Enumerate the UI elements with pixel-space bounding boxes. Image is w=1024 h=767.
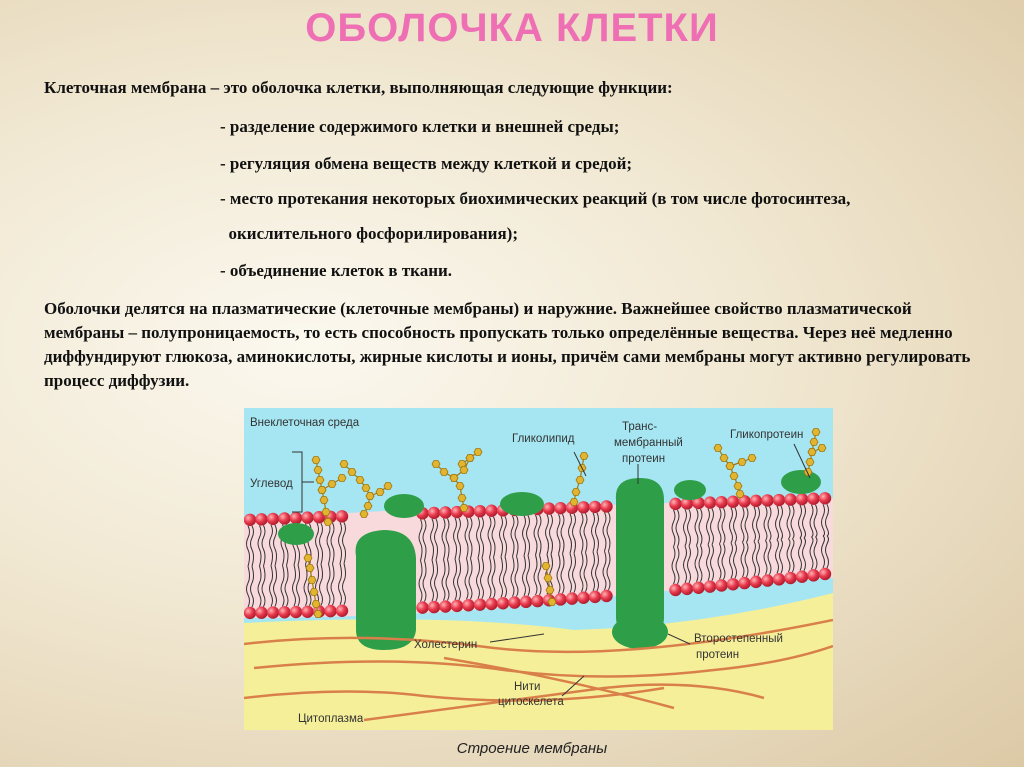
lipid-head [589, 501, 601, 513]
lipid-head [336, 510, 348, 522]
sugar-unit [458, 495, 466, 502]
sugar-unit [460, 505, 468, 512]
sugar-unit [474, 449, 482, 456]
lipid-head [600, 500, 612, 512]
label-secondary-2: протеин [696, 649, 740, 661]
lipid-head [462, 599, 474, 611]
sugar-unit [450, 475, 458, 482]
label-transmembrane-1: Транс- [622, 421, 658, 433]
sugar-unit [546, 587, 554, 594]
lipid-head [807, 493, 819, 505]
secondary-protein [612, 615, 668, 649]
label-filaments-2: цитоскелета [498, 696, 564, 708]
lipid-head [715, 496, 727, 508]
lipid-head [773, 494, 785, 506]
label-transmembrane-3: протеин [622, 453, 666, 465]
lipid-head [520, 596, 532, 608]
lipid-head [669, 498, 681, 510]
lipid-head [727, 496, 739, 508]
lipid-head [267, 606, 279, 618]
lipid-head [773, 573, 785, 585]
sugar-unit [328, 481, 336, 488]
sugar-unit [806, 459, 814, 466]
lipid-head [301, 511, 313, 523]
lipid-head [796, 493, 808, 505]
label-glycoprotein: Гликопротеин [730, 429, 804, 441]
page-title: ОБОЛОЧКА КЛЕТКИ [305, 6, 719, 50]
lipid-head [451, 600, 463, 612]
sugar-unit [364, 503, 372, 510]
lipid-head [255, 607, 267, 619]
sugar-unit [306, 565, 314, 572]
sugar-unit [466, 455, 474, 462]
lipid-head [301, 606, 313, 618]
lipid-head [738, 577, 750, 589]
sugar-unit [376, 489, 384, 496]
sugar-unit [356, 477, 364, 484]
surface-protein [674, 480, 706, 500]
surface-protein [384, 494, 424, 518]
lipid-head [336, 605, 348, 617]
lipid-head [474, 505, 486, 517]
function-item: - место протекания некоторых биохимических реакций (в том числе фотосинтеза, [220, 189, 851, 208]
lipid-head [554, 593, 566, 605]
sugar-unit [810, 439, 818, 446]
sugar-unit [544, 575, 552, 582]
lipid-head [796, 571, 808, 583]
sugar-unit [542, 563, 550, 570]
membrane-diagram [244, 408, 833, 730]
lipid-head [439, 506, 451, 518]
sugar-unit [738, 459, 746, 466]
lipid-head [727, 578, 739, 590]
lipid-head [290, 606, 302, 618]
sugar-unit [736, 491, 744, 498]
function-item: - разделение содержимого клетки и внешней среды; [220, 117, 620, 136]
lipid-head [290, 512, 302, 524]
glycoprotein-body [781, 470, 821, 494]
lipid-head [508, 596, 520, 608]
sugar-unit [812, 429, 820, 436]
sugar-unit [570, 499, 578, 506]
label-glycolipid: Гликолипид [512, 433, 575, 445]
sugar-unit [572, 489, 580, 496]
sugar-unit [734, 483, 742, 490]
lipid-head [681, 583, 693, 595]
lipid-head [244, 514, 256, 526]
lipid-head [497, 597, 509, 609]
function-item: окислительного фосфорилирования); [220, 224, 518, 243]
sugar-unit [714, 445, 722, 452]
sugar-unit [304, 555, 312, 562]
sugar-unit [384, 483, 392, 490]
figure-caption: Строение мембраны [456, 740, 608, 757]
sugar-unit [310, 589, 318, 596]
lipid-head [704, 580, 716, 592]
lipid-head [750, 576, 762, 588]
label-filaments-1: Нити [514, 681, 541, 693]
sugar-unit [720, 455, 728, 462]
sugar-unit [362, 485, 370, 492]
lipid-head [750, 495, 762, 507]
sugar-unit [730, 473, 738, 480]
lipid-head [255, 513, 267, 525]
sugar-unit [460, 467, 468, 474]
lipid-head [715, 579, 727, 591]
sugar-unit [808, 449, 816, 456]
lipid-head [577, 592, 589, 604]
sugar-unit [318, 487, 326, 494]
label-extracellular: Внеклеточная среда [250, 417, 360, 429]
intro-text: Клеточная мембрана – это оболочка клетки, выполняющая следующие функции: [44, 78, 673, 97]
sugar-unit [322, 509, 330, 516]
sugar-unit [580, 453, 588, 460]
lipid-head [543, 502, 555, 514]
sugar-unit [338, 475, 346, 482]
lipid-head [428, 601, 440, 613]
lipid-head [589, 591, 601, 603]
lipid-head [416, 601, 428, 613]
lipid-head [439, 600, 451, 612]
lipid-head [784, 493, 796, 505]
lipid-head [784, 572, 796, 584]
sugar-unit [548, 599, 556, 606]
lipid-head [278, 512, 290, 524]
sugar-unit [360, 511, 368, 518]
lipid-head [428, 507, 440, 519]
lipid-head [761, 574, 773, 586]
sugar-unit [314, 611, 322, 618]
sugar-unit [818, 445, 826, 452]
sugar-unit [456, 483, 464, 490]
lipid-head [819, 568, 831, 580]
sugar-unit [340, 461, 348, 468]
label-carbohydrate: Углевод [250, 478, 293, 490]
sugar-unit [432, 461, 440, 468]
lipid-head [244, 607, 256, 619]
function-item: - регуляция обмена веществ между клеткой и средой; [220, 154, 633, 173]
lipid-head [807, 569, 819, 581]
label-cholesterol: Холестерин [414, 639, 478, 651]
sugar-unit [316, 477, 324, 484]
lipid-head [761, 494, 773, 506]
lipid-head [704, 496, 716, 508]
surface-protein [500, 492, 544, 516]
lipid-head [485, 505, 497, 517]
sugar-unit [440, 469, 448, 476]
sugar-unit [748, 455, 756, 462]
sugar-unit [726, 463, 734, 470]
sugar-unit [308, 577, 316, 584]
surface-protein [278, 523, 314, 545]
sugar-unit [312, 601, 320, 608]
sugar-unit [324, 519, 332, 526]
sugar-unit [312, 457, 320, 464]
sugar-unit [348, 469, 356, 476]
lipid-head [485, 598, 497, 610]
label-transmembrane-2: мембранный [614, 437, 683, 449]
label-cytoplasm: Цитоплазма [298, 713, 364, 725]
sugar-unit [576, 477, 584, 484]
lipid-head [669, 584, 681, 596]
lipid-head [577, 501, 589, 513]
body-paragraph: Оболочки делятся на плазматические (клеточные мембраны) и наружние. Важнейшее свойство плазматической мембраны – полупроницаемость, то есть способность пропускать только определённые вещества. Через неё медленно диффундируют глюкоза, аминокислоты, жирные кислоты и ионы, причём сами мембраны могут активно регулировать процесс диффузии. [44, 299, 971, 390]
sugar-unit [320, 497, 328, 504]
label-secondary-1: Второстепенный [694, 633, 783, 645]
lipid-head [267, 513, 279, 525]
lipid-head [474, 598, 486, 610]
function-item: - объединение клеток в ткани. [220, 261, 453, 280]
lipid-head [692, 582, 704, 594]
lipid-head [819, 492, 831, 504]
transmembrane-protein-tall [616, 478, 664, 634]
transmembrane-protein-left [356, 530, 416, 650]
lipid-head [278, 606, 290, 618]
lipid-head [324, 605, 336, 617]
lipid-head [600, 590, 612, 602]
lipid-head [566, 592, 578, 604]
sugar-unit [366, 493, 374, 500]
sugar-unit [314, 467, 322, 474]
lipid-head [531, 595, 543, 607]
lipid-head [554, 502, 566, 514]
